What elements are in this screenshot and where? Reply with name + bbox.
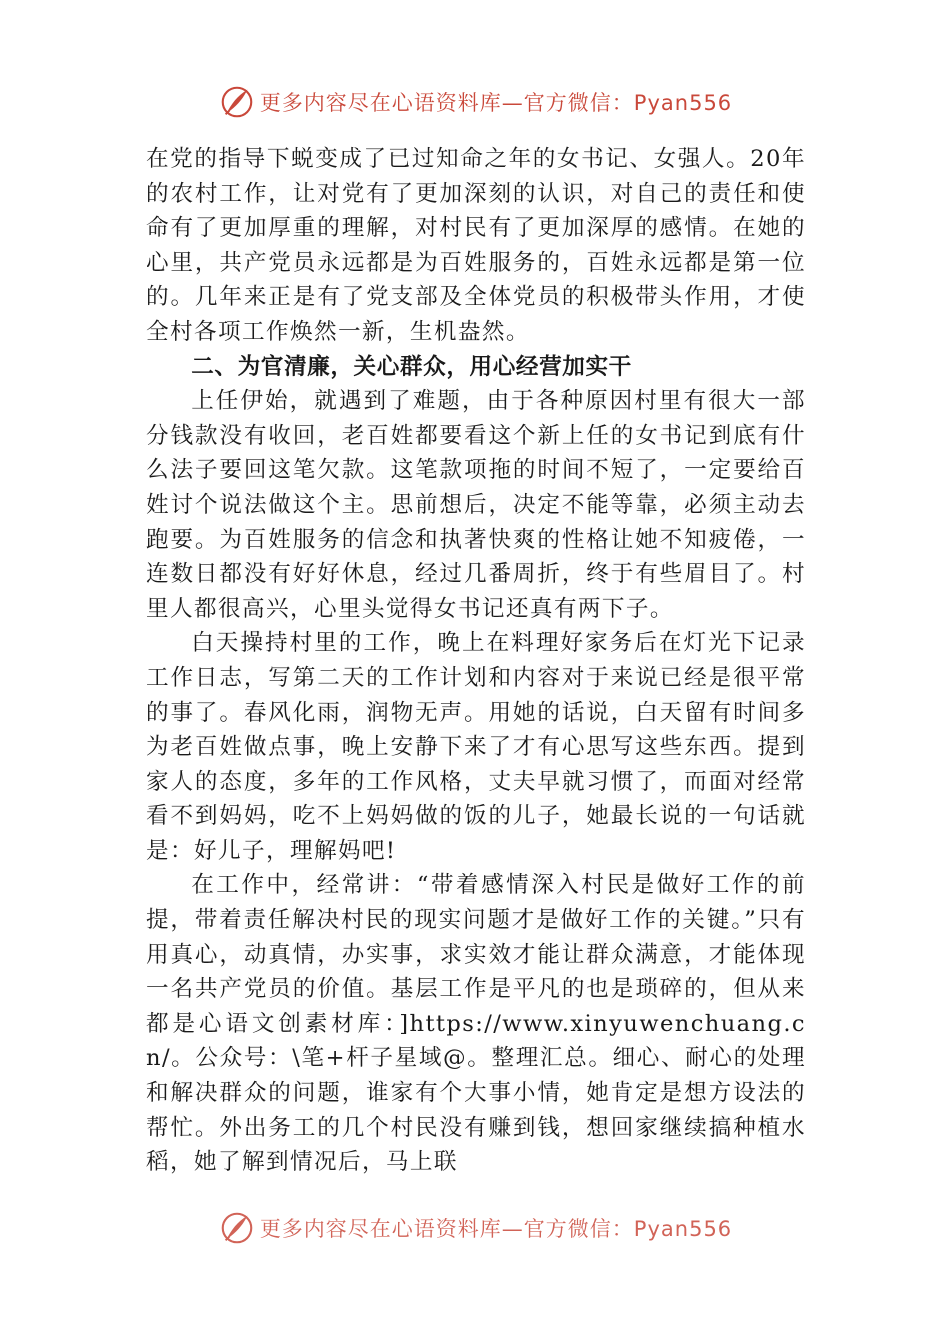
watermark-text: 更多内容尽在心语资料库—官方微信：Pyan556 — [259, 1217, 733, 1241]
footer-watermark — [0, 1206, 950, 1250]
paragraph-2: 上任伊始，就遇到了难题，由于各种原因村里有很大一部分钱款没有收回，老百姓都要看这个新上任的女书记到底有什么法子要回这笔欠款。这笔款项拖的时间不短了，一定要给百姓讨个说法做这个主。思前想后，决定不能等靠，必须主动去跑要。为百姓服务的信念和执著快爽的性格让她不知疲倦，一连数日都没有好好休息，经过几番周折，终于有些眉目了。村里人都很高兴，心里头觉得女书记还真有两下子。 — [146, 388, 806, 622]
header-watermark — [0, 80, 950, 124]
pen-nib-icon — [218, 1209, 256, 1247]
pen-nib-icon — [218, 83, 256, 121]
document-body — [146, 142, 806, 1180]
paragraph-1: 在党的指导下蜕变成了已过知命之年的女书记、女强人。20年的农村工作，让对党有了更加深刻的认识，对自己的责任和使命有了更加厚重的理解，对村民有了更加深厚的感情。在她的心里，共产党员永远都是为百姓服务的，百姓永远都是第一位的。几年来正是有了党支部及全体党员的积极带头作用，才使全村各项工作焕然一新，生机盎然。 — [146, 146, 806, 345]
paragraph-3: 白天操持村里的工作，晚上在料理好家务后在灯光下记录工作日志，写第二天的工作计划和内容对于来说已经是很平常的事了。春风化雨，润物无声。用她的话说，白天留有时间多为老百姓做点事，晚上安静下来了才有心思写这些东西。提到家人的态度，多年的工作风格，丈夫早就习惯了，而面对经常看不到妈妈，吃不上妈妈做的饭的儿子，她最长说的一句话就是：好儿子，理解妈吧! — [146, 630, 806, 864]
section-heading: 二、为官清廉，关心群众，用心经营加实干 — [191, 353, 632, 380]
watermark-text: 更多内容尽在心语资料库—官方微信：Pyan556 — [259, 91, 733, 115]
paragraph-4: 在工作中，经常讲：“带着感情深入村民是做好工作的前提，带着责任解决村民的现实问题才是做好工作的关键。”只有用真心，动真情，办实事，求实效才能让群众满意，才能体现一名共产党员的价值。基层工作是平凡的也是琐碎的，但从来都是心语文创素材库：]https://www.xinyuwenchuang.cn/。公众号：\笔+杆子星域@。整理汇总。细心、耐心的处理和解决群众的问题，谁家有个大事小情，她肯定是想方设法的帮忙。外出务工的几个村民没有赚到钱，想回家继续搞种植水稻，她了解到情况后，马上联 — [146, 872, 806, 1176]
